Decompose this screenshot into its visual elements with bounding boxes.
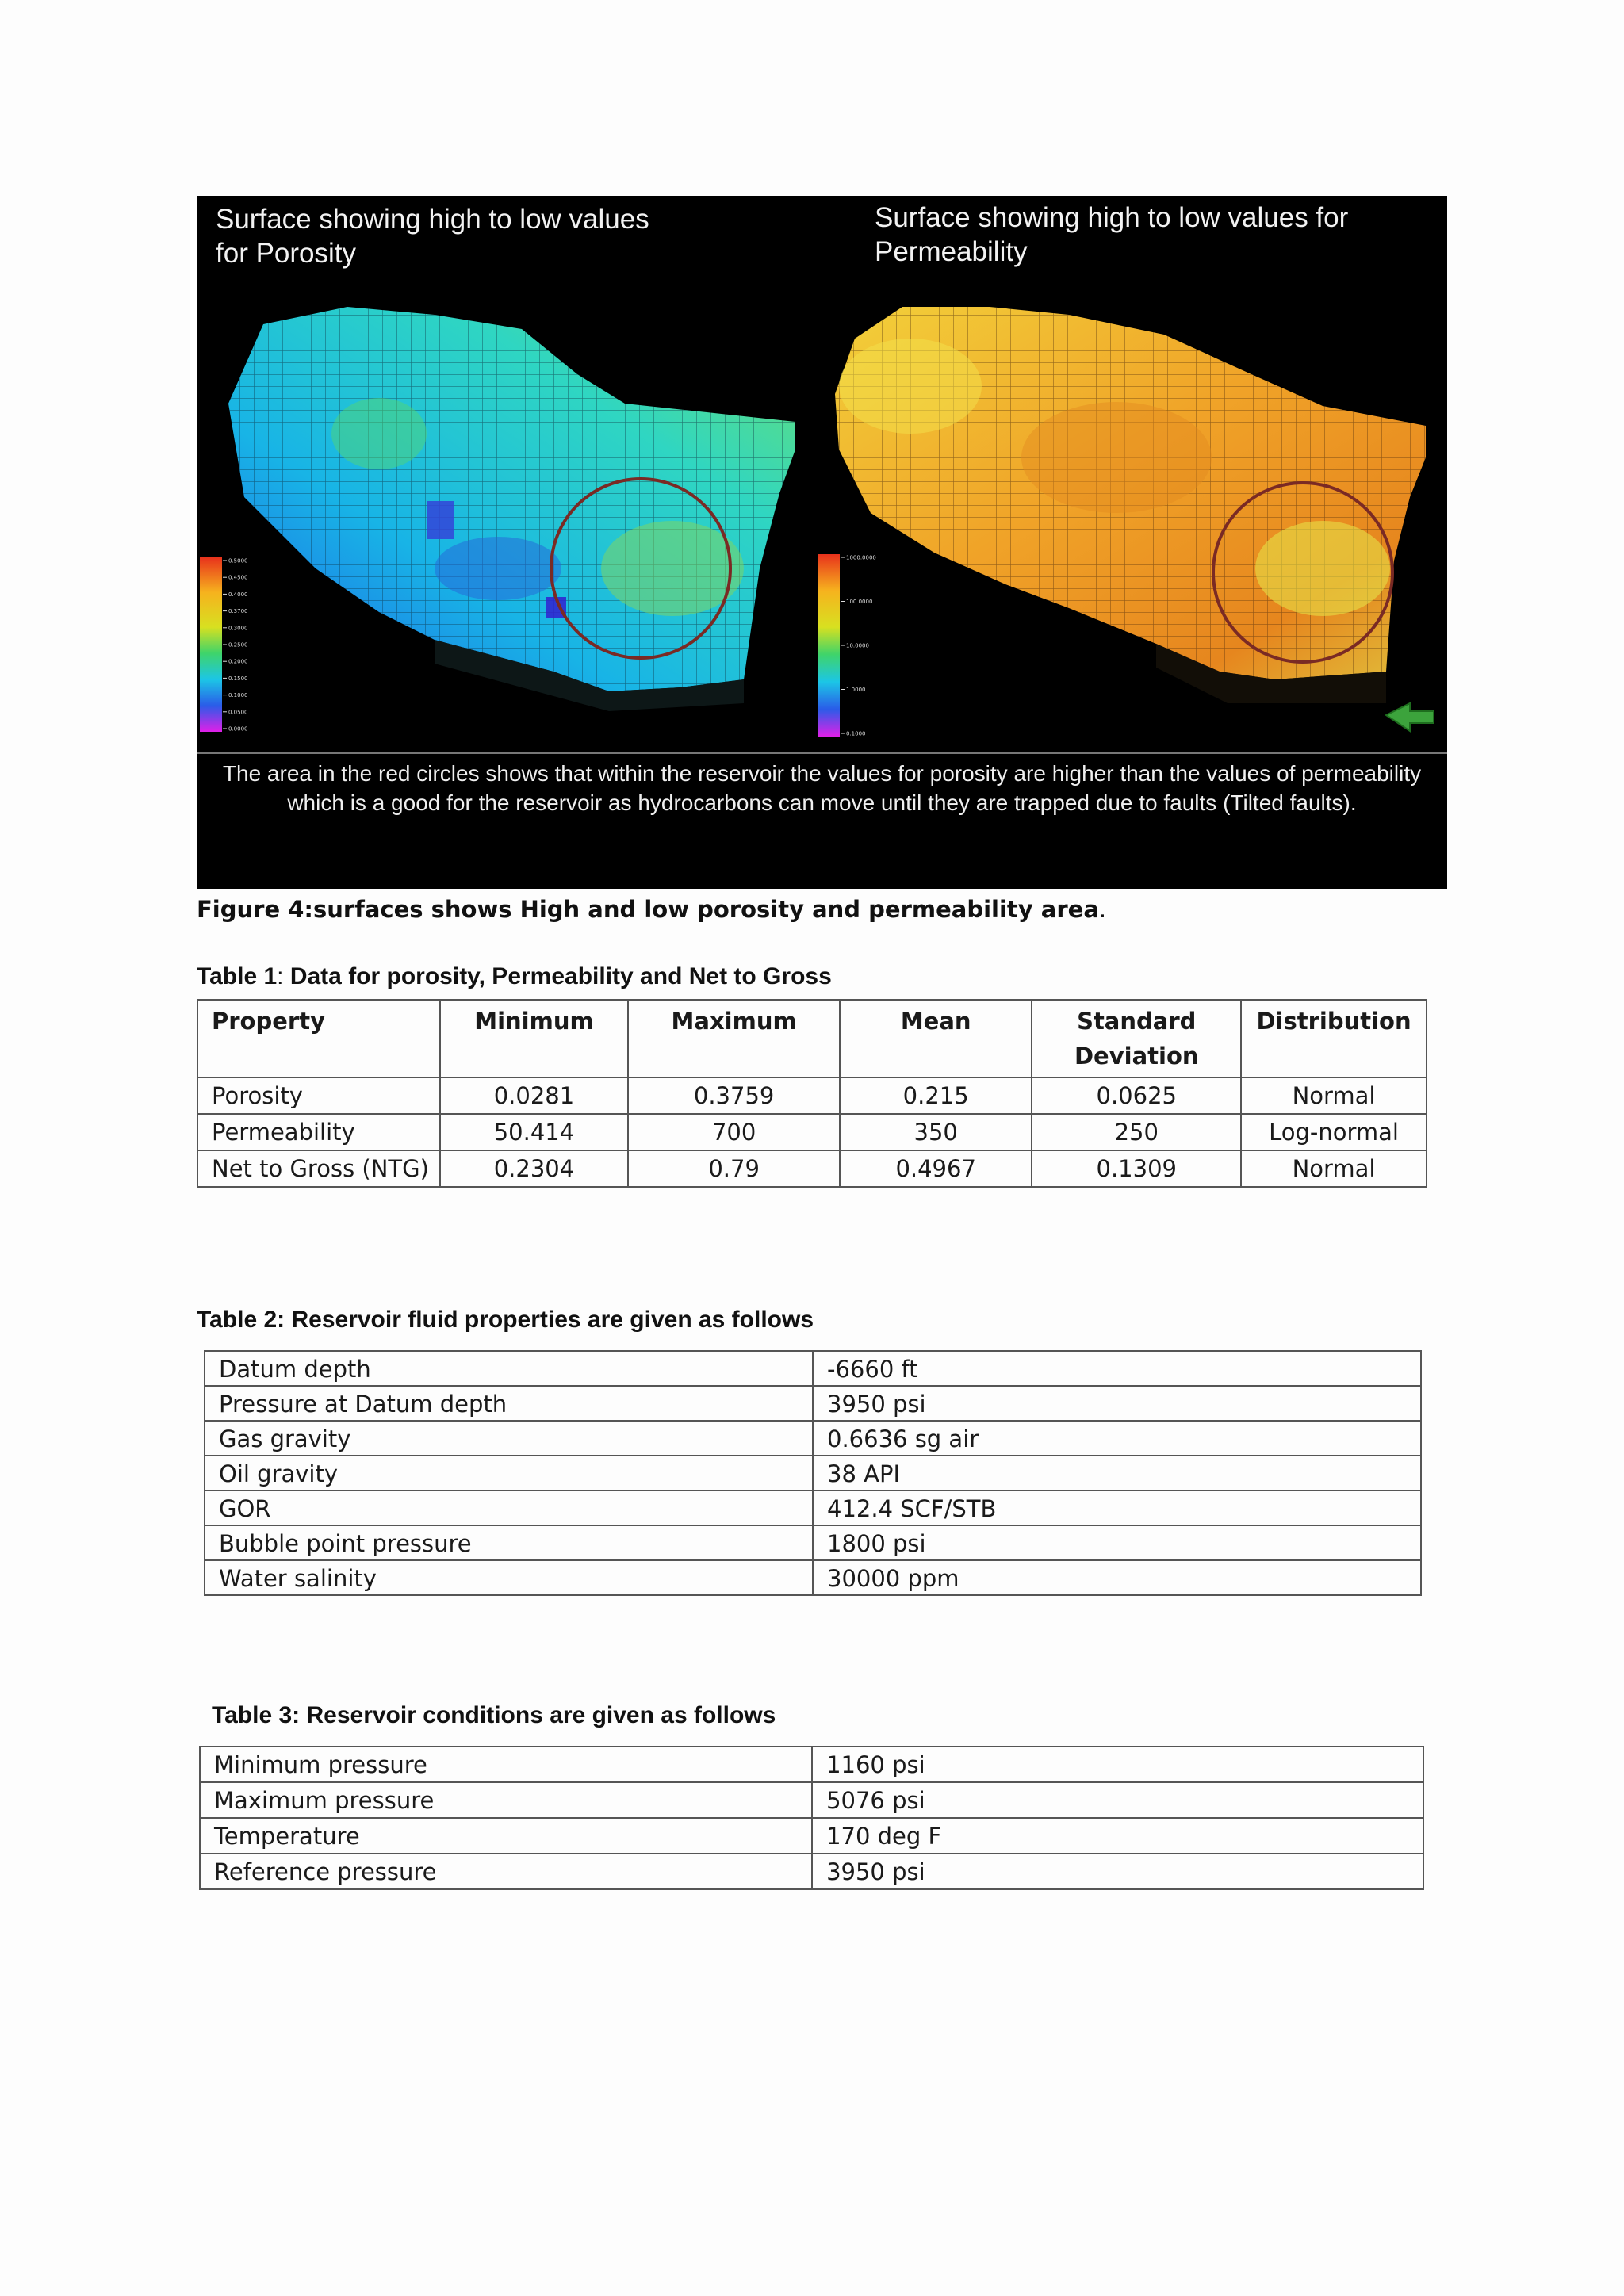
table-cell: 0.79: [628, 1150, 840, 1187]
table-cell: Log-normal: [1241, 1114, 1427, 1150]
table-cell: 250: [1032, 1114, 1241, 1150]
table-row: [197, 1150, 1427, 1187]
scale-tick-label: 0.3000: [228, 625, 248, 632]
table-row: [205, 1421, 1421, 1456]
table-cell: Water salinity: [205, 1560, 813, 1595]
table-cell: 0.4967: [840, 1150, 1032, 1187]
porosity-scale-bar: [200, 557, 248, 733]
table-header-cell: Mean: [840, 1000, 1032, 1077]
scale-tick-label: 1.0000: [846, 687, 866, 693]
table-cell: 412.4 SCF/STB: [813, 1490, 1421, 1525]
table-cell: 0.0625: [1032, 1077, 1241, 1114]
table-cell: Pressure at Datum depth: [205, 1386, 813, 1421]
table-cell: 700: [628, 1114, 840, 1150]
table-row: [197, 1077, 1427, 1114]
table-row: [205, 1456, 1421, 1490]
scale-tick-label: 10.0000: [846, 642, 869, 649]
table-cell: 0.1309: [1032, 1150, 1241, 1187]
table-cell: 170 deg F: [812, 1818, 1423, 1854]
table-cell: GOR: [205, 1490, 813, 1525]
table-cell: 350: [840, 1114, 1032, 1150]
figure-caption-tail: .: [1098, 896, 1107, 923]
table-header-cell: Standard Deviation: [1032, 1000, 1241, 1077]
table-cell: Porosity: [197, 1077, 440, 1114]
table-row: [205, 1560, 1421, 1595]
table-cell: Temperature: [200, 1818, 812, 1854]
table-cell: -6660 ft: [813, 1351, 1421, 1386]
table-row: [200, 1782, 1423, 1818]
table-row: [205, 1525, 1421, 1560]
table-row: [197, 1114, 1427, 1150]
table1-caption-label: Table 1: [197, 963, 278, 989]
table-row: [205, 1490, 1421, 1525]
north-arrow-icon: [1386, 703, 1434, 731]
scale-tick-label: 0.1500: [228, 675, 248, 682]
porosity-panel-title: Surface showing high to low values for Porosity: [216, 204, 649, 269]
table2-caption: Table 2: Reservoir fluid properties are given as follows: [197, 1307, 814, 1333]
scale-tick-label: 100.0000: [846, 599, 873, 605]
scale-tick-label: 0.4500: [228, 574, 248, 581]
table-cell: Normal: [1241, 1150, 1427, 1187]
scale-tick-label: 0.5000: [228, 557, 248, 564]
table-cell: 30000 ppm: [813, 1560, 1421, 1595]
scale-tick-label: 0.0500: [228, 709, 248, 716]
scale-tick-label: 0.3700: [228, 608, 248, 615]
table-cell: 0.2304: [440, 1150, 629, 1187]
table-cell: 38 API: [813, 1456, 1421, 1490]
table-cell: 1800 psi: [813, 1525, 1421, 1560]
figure-note: The area in the red circles shows that within the reservoir the values for porosity are higher than the values of permeability which is a good for the reservoir as hydrocarbons can move until they are trapped due to faults (Tilted faults).: [197, 752, 1447, 889]
table-cell: 3950 psi: [812, 1854, 1423, 1889]
scale-tick-label: 1000.0000: [846, 554, 876, 561]
permeability-scale-bar: [818, 554, 876, 737]
table-header-cell: Maximum: [628, 1000, 840, 1077]
table-cell: Bubble point pressure: [205, 1525, 813, 1560]
table-cell: 0.6636 sg air: [813, 1421, 1421, 1456]
permeability-surface: [835, 307, 1426, 703]
porosity-surface: [228, 307, 795, 711]
table1-caption: [197, 963, 832, 990]
table-cell: Net to Gross (NTG): [197, 1150, 440, 1187]
table-header-cell: Minimum: [440, 1000, 629, 1077]
table-cell: Oil gravity: [205, 1456, 813, 1490]
table-header-cell: Distribution: [1241, 1000, 1427, 1077]
table-cell: Minimum pressure: [200, 1747, 812, 1782]
scale-tick-label: 0.2500: [228, 641, 248, 649]
scale-tick-label: 0.0000: [228, 725, 248, 733]
table-header-row: [197, 1000, 1427, 1077]
table-header-cell: Property: [197, 1000, 440, 1077]
table-cell: Reference pressure: [200, 1854, 812, 1889]
table-cell: Normal: [1241, 1077, 1427, 1114]
scale-tick-label: 0.1000: [846, 730, 866, 737]
table-row: [205, 1351, 1421, 1386]
table-cell: 3950 psi: [813, 1386, 1421, 1421]
table-cell: 0.215: [840, 1077, 1032, 1114]
table-cell: Datum depth: [205, 1351, 813, 1386]
table-row: [200, 1854, 1423, 1889]
figure-4-image: [197, 196, 1447, 889]
table-row: [205, 1386, 1421, 1421]
table-cell: 50.414: [440, 1114, 629, 1150]
table-cell: 5076 psi: [812, 1782, 1423, 1818]
table-cell: 0.0281: [440, 1077, 629, 1114]
porosity-permeability-table: [197, 999, 1427, 1188]
table-cell: Maximum pressure: [200, 1782, 812, 1818]
scale-tick-label: 0.4000: [228, 591, 248, 598]
table-row: [200, 1747, 1423, 1782]
figure-caption: [197, 896, 1106, 923]
scale-tick-label: 0.2000: [228, 658, 248, 665]
reservoir-conditions-table: [199, 1746, 1424, 1890]
table-cell: 0.3759: [628, 1077, 840, 1114]
table1-caption-text: Data for porosity, Permeability and Net to Gross: [283, 963, 832, 989]
table-row: [200, 1818, 1423, 1854]
table-cell: Permeability: [197, 1114, 440, 1150]
permeability-panel-title: Surface showing high to low values for Permeability: [875, 202, 1349, 267]
table-cell: Gas gravity: [205, 1421, 813, 1456]
table3-caption: Table 3: Reservoir conditions are given as follows: [212, 1702, 776, 1728]
fluid-properties-table: [204, 1350, 1422, 1596]
table-cell: 1160 psi: [812, 1747, 1423, 1782]
table1-caption-colon: :: [277, 963, 284, 989]
scale-tick-label: 0.1000: [228, 692, 248, 699]
figure-caption-text: Figure 4:surfaces shows High and low porosity and permeability area: [197, 896, 1099, 923]
